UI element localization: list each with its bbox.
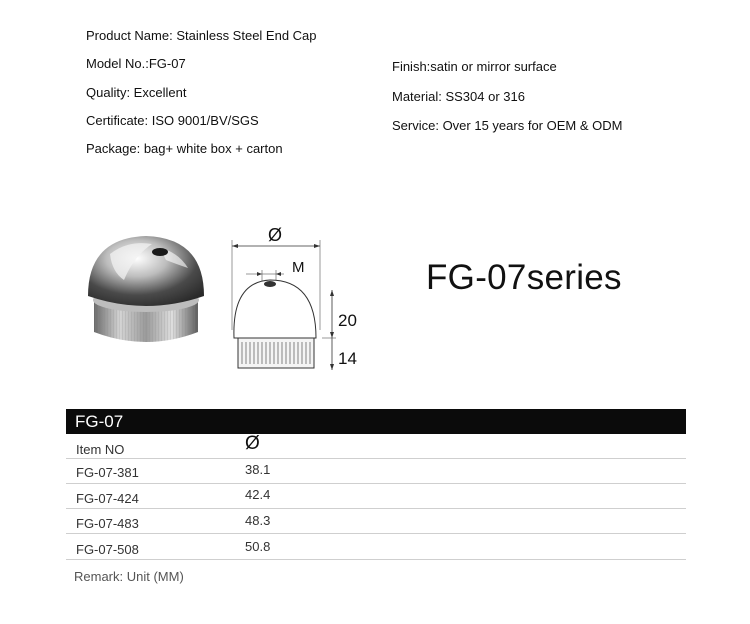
- remark: Remark: Unit (MM): [74, 569, 184, 584]
- row-divider: [66, 508, 686, 509]
- diameter-label: Ø: [268, 225, 283, 245]
- height-base-label: 14: [338, 349, 357, 368]
- row-divider: [66, 483, 686, 484]
- table-model-label: FG-07: [75, 412, 124, 431]
- spec-service: Service: Over 15 years for OEM & ODM: [392, 118, 623, 133]
- product-photo: [80, 226, 212, 354]
- item-no-cell: FG-07-424: [76, 491, 139, 506]
- technical-drawing: [222, 220, 372, 380]
- item-no-cell: FG-07-508: [76, 542, 139, 557]
- column-header-diameter: Ø: [245, 433, 260, 454]
- spec-product-name: Product Name: Stainless Steel End Cap: [86, 28, 317, 43]
- diameter-cell: 38.1: [245, 462, 271, 477]
- spec-certificate: Certificate: ISO 9001/BV/SGS: [86, 113, 259, 128]
- spec-package: Package: bag+ white box + carton: [86, 141, 283, 156]
- series-title: FG-07series: [426, 258, 622, 297]
- item-no-cell: FG-07-483: [76, 516, 139, 531]
- row-divider: [66, 533, 686, 534]
- item-no-cell: FG-07-381: [76, 465, 139, 480]
- spec-finish: Finish:satin or mirror surface: [392, 59, 557, 74]
- column-header-item-no: Item NO: [76, 442, 125, 457]
- height-dome-label: 20: [338, 311, 357, 330]
- table-header-bar: [66, 409, 686, 434]
- thread-label: M: [292, 259, 305, 276]
- diameter-cell: 42.4: [245, 487, 271, 502]
- row-divider: [66, 458, 686, 459]
- row-divider: [66, 559, 686, 560]
- spec-quality: Quality: Excellent: [86, 85, 187, 100]
- diameter-cell: 48.3: [245, 513, 271, 528]
- spec-material: Material: SS304 or 316: [392, 89, 525, 104]
- spec-model-no: Model No.:FG-07: [86, 56, 186, 71]
- diameter-cell: 50.8: [245, 539, 271, 554]
